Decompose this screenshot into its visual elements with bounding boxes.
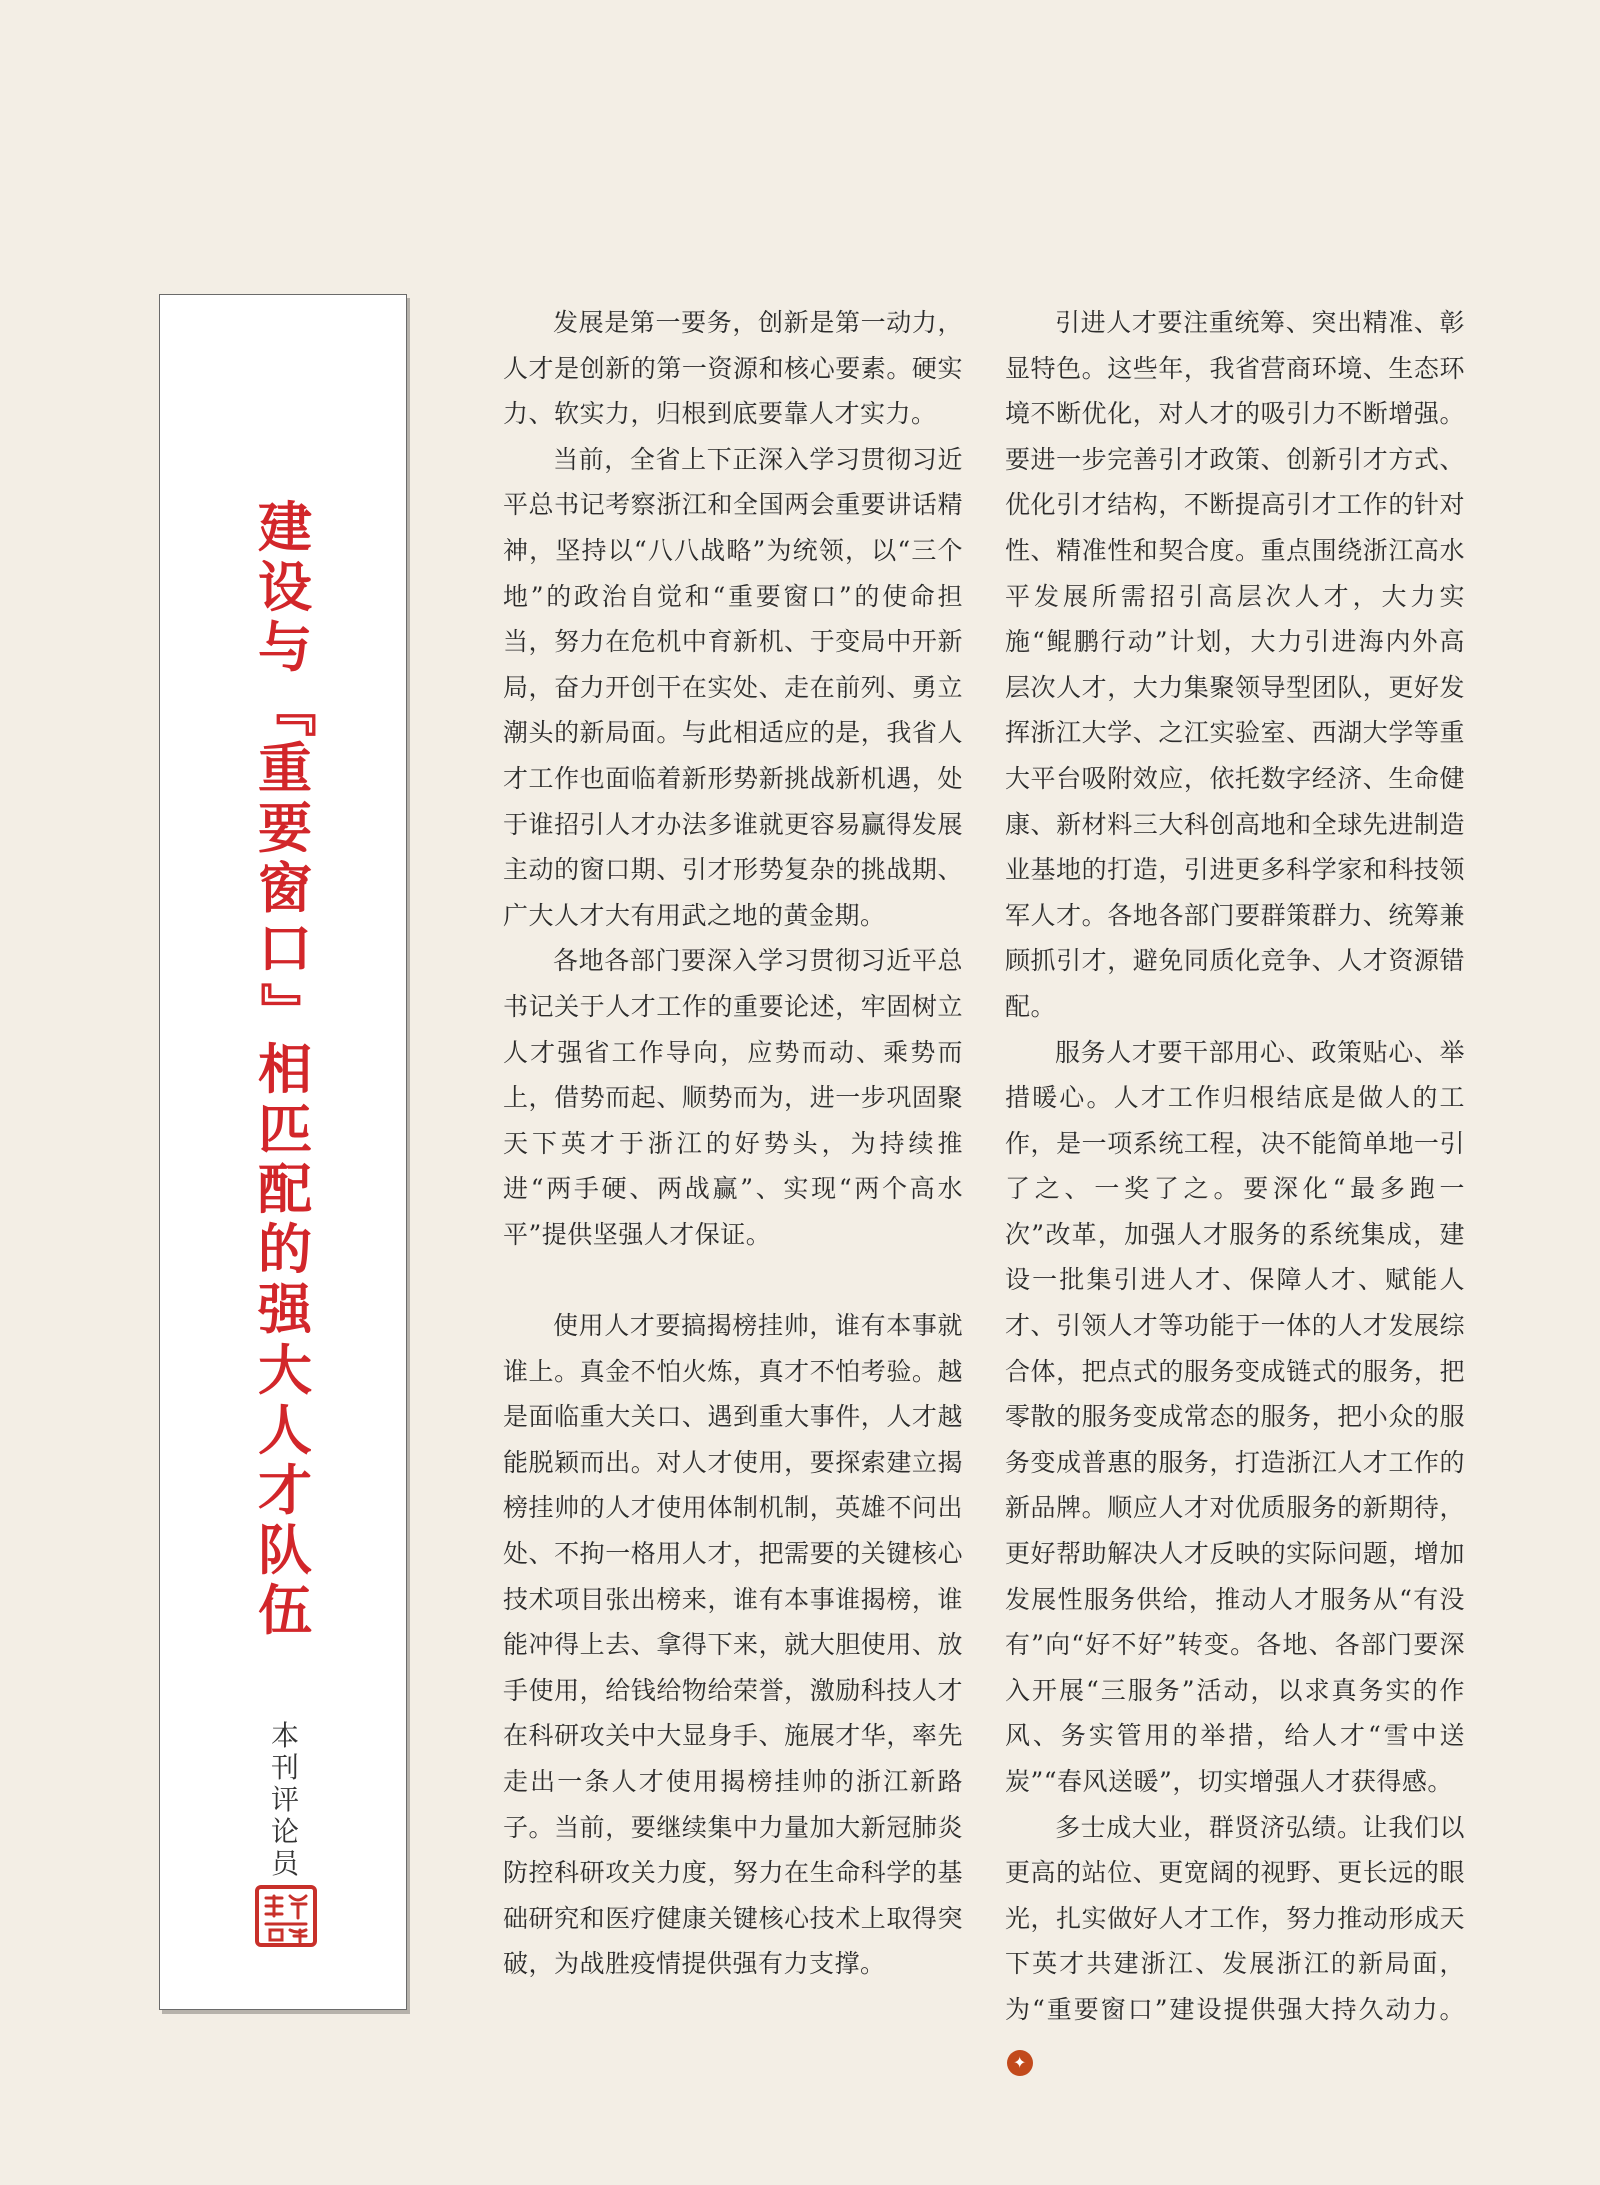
- title-char: 伍: [258, 1579, 312, 1643]
- paragraph: 服务人才要干部用心、政策贴心、举措暖心。人才工作归根结底是做人的工作，是一项系统工程，决不能简单地一引了之、一奖了之。要深化“最多跑一次”改革，加强人才服务的系统集成，建设一批集引进人才、保障人才、赋能人才、引领人才等功能于一体的人才发展综合体，把点式的服务变成链式的服务，把零散的服务变成常态的服务，把小众的服务变成普惠的服务，打造浙江人才工作的新品牌。顺应人才对优质服务的新期待，更好帮助解决人才反映的实际问题，增加发展性服务供给，推动人才服务从“有没有”向“好不好”转变。各地、各部门要深入开展“三服务”活动，以求真务实的作风、务实管用的举措，给人才“雪中送炭”“春风送暖”，切实增强人才获得感。: [1005, 1037, 1465, 1796]
- title-char: 设: [258, 556, 312, 620]
- article-column-2: [1005, 300, 1465, 2078]
- author-char: 员: [270, 1847, 299, 1880]
- title-char: 口: [258, 917, 312, 981]
- title-char: 的: [258, 1218, 312, 1282]
- paragraph: 各地各部门要深入学习贯彻习近平总书记关于人才工作的重要论述，牢固树立人才强省工作导向，应势而动、乘势而上，借势而起、顺势而为，进一步巩固聚天下英才于浙江的好势头，为持续推进“两手硬、两战赢”、实现“两个高水平”提供坚强人才保证。: [503, 946, 963, 1249]
- title-char: 强: [258, 1278, 312, 1342]
- title-char: 建: [258, 496, 312, 559]
- title-char: 队: [258, 1519, 312, 1583]
- title-char: 人: [258, 1398, 312, 1462]
- article-column-1: [503, 300, 963, 1987]
- author-char: 论: [270, 1815, 299, 1848]
- author-char: 本: [270, 1719, 299, 1752]
- seal-stamp-icon: [254, 1884, 318, 1948]
- title-char: 与: [258, 616, 312, 680]
- title-char: 窗: [258, 857, 312, 921]
- article-title: [245, 498, 325, 1642]
- title-char: 大: [258, 1338, 312, 1402]
- title-char: 『: [253, 680, 319, 737]
- paragraph: 使用人才要搞揭榜挂帅，谁有本事就谁上。真金不怕火炼，真才不怕考验。越是面临重大关口、遇到重大事件，人才越能脱颖而出。对人才使用，要探索建立揭榜挂帅的人才使用体制机制，英雄不问出处、不拘一格用人才，把需要的关键核心技术项目张出榜来，谁有本事谁揭榜，谁能冲得上去、拿得下来，就大胆使用、放手使用，给钱给物给荣誉，激励科技人才在科研攻关中大显身手、施展才华，率先走出一条人才使用揭榜挂帅的浙江新路子。当前，要继续集中力量加大新冠肺炎防控科研攻关力度，努力在生命科学的基础研究和医疗健康关键核心技术上取得突破，为战胜疫情提供强有力支撑。: [503, 1311, 963, 1979]
- title-char: 要: [258, 796, 312, 860]
- paragraph-final: [1005, 1805, 1465, 2079]
- paragraph-final-text: 多士成大业，群贤济弘绩。让我们以更高的站位、更宽阔的视野、更长远的眼光，扎实做好人才工作，努力推动形成天下英才共建浙江、发展浙江的新局面，为“重要窗口”建设提供强大持久动力。: [1005, 1812, 1465, 2024]
- paragraph: 当前，全省上下正深入学习贯彻习近平总书记考察浙江和全国两会重要讲话精神，坚持以“八八战略”为统领，以“三个地”的政治自觉和“重要窗口”的使命担当，努力在危机中育新机、于变局中开新局，奋力开创干在实处、走在前列、勇立潮头的新局面。与此相适应的是，我省人才工作也面临着新形势新挑战新机遇，处于谁招引人才办法多谁就更容易赢得发展主动的窗口期、引才形势复杂的挑战期、广大人才大有用武之地的黄金期。: [503, 444, 963, 930]
- title-char: 配: [258, 1158, 312, 1222]
- title-char: 才: [258, 1459, 312, 1522]
- title-char: 匹: [258, 1097, 312, 1161]
- author-byline: [262, 1720, 308, 1880]
- author-char: 刊: [270, 1751, 299, 1784]
- paragraph: 发展是第一要务，创新是第一动力，人才是创新的第一资源和核心要素。硬实力、软实力，归根到底要靠人才实力。: [503, 308, 963, 429]
- title-char: 相: [258, 1037, 312, 1101]
- title-char: 』: [253, 981, 319, 1038]
- author-char: 评: [270, 1783, 299, 1816]
- paragraph: 引进人才要注重统筹、突出精准、彰显特色。这些年，我省营商环境、生态环境不断优化，对人才的吸引力不断增强。要进一步完善引才政策、创新引才方式、优化引才结构，不断提高引才工作的针对性、精准性和契合度。重点围绕浙江高水平发展所需招引高层次人才，大力实施“鲲鹏行动”计划，大力引进海内外高层次人才，大力集聚领导型团队，更好发挥浙江大学、之江实验室、西湖大学等重大平台吸附效应，依托数字经济、生命健康、新材料三大科创高地和全球先进制造业基地的打造，引进更多科学家和科技领军人才。各地各部门要群策群力、统筹兼顾抓引才，避免同质化竞争、人才资源错配。: [1005, 308, 1465, 1021]
- title-char: 重: [258, 736, 312, 800]
- end-mark-icon: ✦: [1007, 2050, 1033, 2076]
